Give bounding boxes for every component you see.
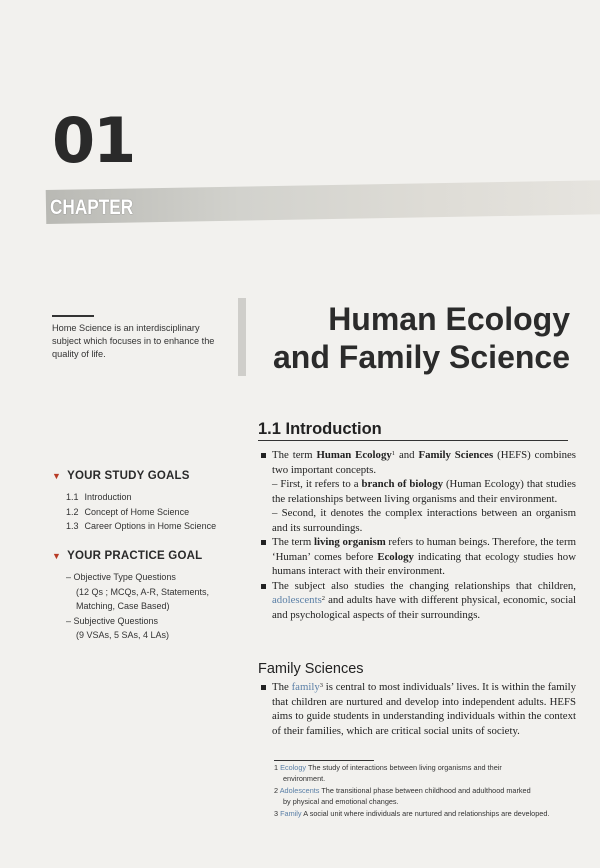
study-goal-item: 1.1 Introduction	[66, 492, 132, 502]
footnote-item: 2 Adolescents The transitional phase between childhood and adulthood marked by physical and emotional changes.	[274, 786, 531, 806]
chapter-label: CHAPTER	[50, 196, 134, 219]
title-line-1: Human Ecology	[328, 301, 570, 337]
study-goals	[52, 470, 242, 534]
section-title: 1.1 Introduction	[258, 420, 382, 438]
paragraph-family: The family$^3$ is central to most individuals’ lives. It is within the family that children are nurtured and develop into independent adults. HEFS aims to guide students in understanding individuals within the context of their families, which are critical social units of society.	[258, 680, 576, 738]
paragraph-hefs: The term Human Ecology$^1$ and Family Sciences (HEFS) combines two important concepts.	[258, 448, 576, 477]
intro-note: Home Science is an interdisciplinary subject which focuses in to enhance the quality of life.	[52, 323, 215, 359]
paragraph-first-meaning: – First, it refers to a branch of biology (Human Ecology) that studies the relationships between living organisms and their environment.	[272, 478, 577, 505]
section-rule	[258, 440, 568, 441]
triangle-bullet-icon: ▼	[52, 471, 62, 481]
intro-rule	[52, 315, 94, 317]
practice-goal	[52, 550, 242, 643]
study-goal-item: 1.2 Concept of Home Science	[66, 506, 190, 517]
footnotes	[274, 763, 580, 822]
title-line-2: and Family Science	[272, 339, 570, 375]
triangle-bullet-icon: ▼	[52, 551, 62, 561]
paragraph-second-meaning: – Second, it denotes the complex interactions between an organism and its surroundings.	[272, 507, 576, 534]
study-goals-heading: ▼ YOUR STUDY GOALS	[52, 470, 190, 482]
title-accent-bar	[238, 298, 246, 376]
paragraph-living-organism: The term living organism refers to human beings. Therefore, the term ‘Human’ comes before Ecology indicating that ecology studies how humans interact with their environment.	[258, 535, 576, 579]
subheading-family-sciences: Family Sciences	[258, 661, 364, 677]
footnote-item: 1 Ecology The study of interactions between living organisms and their environment.	[274, 763, 502, 783]
intro-body	[258, 448, 576, 622]
family-body	[258, 680, 576, 738]
practice-goal-item: – Objective Type Questions (12 Qs ; MCQs, A-R, Statements, Matching, Case Based)	[66, 572, 210, 611]
chapter-number: 01	[52, 104, 135, 177]
practice-goal-item: – Subjective Questions (9 VSAs, 5 SAs, 4 LAs)	[66, 615, 170, 640]
paragraph-relationships: The subject also studies the changing relationships that children, adolescents$^2$ and adults have with different physical, economic, social and psychological aspects of their surroundings.	[258, 579, 576, 623]
study-goal-item: 1.3 Career Options in Home Science	[66, 521, 217, 531]
page-title	[250, 300, 570, 376]
footnote-rule	[274, 760, 374, 761]
practice-goal-heading: ▼ YOUR PRACTICE GOAL	[52, 550, 203, 562]
footnote-item: 3 Family A social unit where individuals are nurtured and relationships are developed.	[274, 809, 550, 818]
